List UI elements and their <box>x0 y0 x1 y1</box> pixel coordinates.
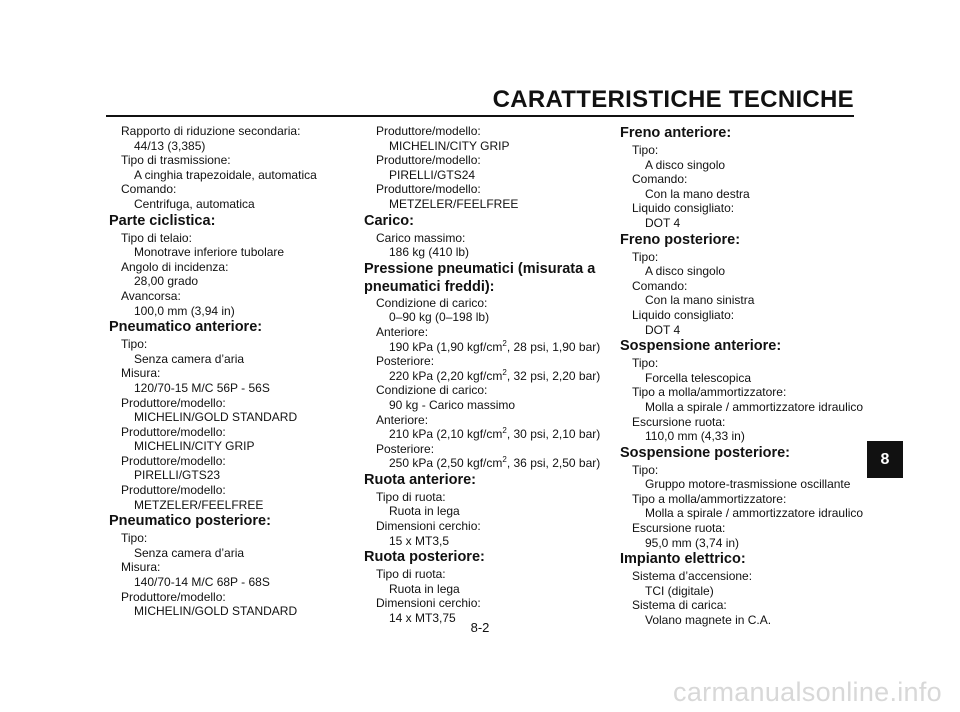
spec-label: Produttore/modello: <box>121 483 226 498</box>
spec-label: Misura: <box>121 366 161 381</box>
spec-label: Avancorsa: <box>121 288 181 303</box>
spec-label: Liquido consigliato: <box>632 307 735 322</box>
spec-label: Sistema d’accensione: <box>632 569 753 584</box>
spec-value: MICHELIN/GOLD STANDARD <box>134 604 298 619</box>
spec-value: A cinghia trapezoidale, automatica <box>134 167 317 182</box>
section-heading-sospensione-posteriore: Sospensione posteriore: <box>620 444 791 461</box>
spec-column-2 <box>364 124 614 626</box>
spec-label: Produttore/modello: <box>121 589 226 604</box>
spec-value: A disco singolo <box>645 157 726 172</box>
spec-label: Posteriore: <box>376 354 435 369</box>
spec-label: Produttore/modello: <box>376 124 481 138</box>
spec-value: 15 x MT3,5 <box>389 533 450 548</box>
spec-value: 90 kg - Carico massimo <box>389 397 516 412</box>
spec-label: Tipo: <box>121 337 148 352</box>
spec-value: PIRELLI/GTS23 <box>134 468 221 483</box>
spec-value: Forcella telescopica <box>645 370 752 385</box>
spec-label: Condizione di carico: <box>376 295 488 310</box>
section-heading-pressione-line-1: Pressione pneumatici (misurata a <box>364 260 596 277</box>
page-number: 8-2 <box>470 620 490 635</box>
spec-value: Volano magnete in C.A. <box>645 613 772 628</box>
section-heading-freno-anteriore: Freno anteriore: <box>620 125 732 141</box>
spec-value: 186 kg (410 lb) <box>389 245 470 260</box>
section-heading-impianto-elettrico: Impianto elettrico: <box>620 551 746 568</box>
section-heading-sospensione-anteriore: Sospensione anteriore: <box>620 338 782 355</box>
spec-label: Tipo di telaio: <box>121 230 192 245</box>
spec-label: Anteriore: <box>376 412 429 427</box>
spec-label: Tipo: <box>632 143 659 157</box>
spec-value: 95,0 mm (3,74 in) <box>645 535 740 550</box>
section-heading-ruota-anteriore: Ruota anteriore: <box>364 471 476 488</box>
spec-value: 14 x MT3,75 <box>389 611 456 626</box>
section-heading-pneumatico-posteriore: Pneumatico posteriore: <box>109 513 271 530</box>
page-title: CARATTERISTICHE TECNICHE <box>492 86 854 113</box>
spec-value: Ruota in lega <box>389 504 460 519</box>
spec-label: Rapporto di riduzione secondaria: <box>121 124 301 138</box>
spec-label: Dimensioni cerchio: <box>376 596 481 611</box>
spec-label: Misura: <box>121 560 161 575</box>
spec-value: 110,0 mm (4,33 in) <box>645 429 745 444</box>
spec-value: Con la mano sinistra <box>645 293 755 308</box>
spec-label: Dimensioni cerchio: <box>376 519 481 534</box>
section-heading-pressione-line-2: pneumatici freddi): <box>364 278 495 295</box>
spec-value: Molla a spirale / ammortizzatore idraulico <box>645 506 864 521</box>
spec-value: 140/70-14 M/C 68P - 68S <box>134 575 270 590</box>
spec-value: 0–90 kg (0–198 lb) <box>389 310 490 325</box>
spec-label: Comando: <box>632 172 688 187</box>
spec-label: Condizione di carico: <box>376 383 488 398</box>
spec-label: Angolo di incidenza: <box>121 259 229 274</box>
spec-value: Monotrave inferiore tubolare <box>134 245 285 260</box>
chapter-tab: 8 <box>867 441 903 478</box>
spec-value: METZELER/FEELFREE <box>389 196 519 211</box>
spec-label: Posteriore: <box>376 441 435 456</box>
spec-label: Tipo di ruota: <box>376 567 446 582</box>
spec-label: Escursione ruota: <box>632 521 726 536</box>
spec-value: Gruppo motore-trasmissione oscillante <box>645 477 851 492</box>
spec-value-pressure: 250 kPa (2,50 kgf/$cm^2$, 36 psi, 2,50 bar) <box>389 455 601 471</box>
watermark: carmanualsonline.info <box>673 677 942 707</box>
spec-value: MICHELIN/CITY GRIP <box>134 439 255 454</box>
spec-label: Tipo a molla/ammortizzatore: <box>632 385 787 400</box>
spec-value: PIRELLI/GTS24 <box>389 167 476 182</box>
spec-label: Produttore/modello: <box>121 453 226 468</box>
spec-value: 100,0 mm (3,94 in) <box>134 303 235 318</box>
spec-value: MICHELIN/CITY GRIP <box>389 138 510 153</box>
spec-label: Carico massimo: <box>376 230 466 245</box>
spec-value: MICHELIN/GOLD STANDARD <box>134 410 298 425</box>
section-heading-ruota-posteriore: Ruota posteriore: <box>364 549 485 566</box>
spec-label: Tipo: <box>632 356 659 371</box>
spec-value: TCI (digitale) <box>645 583 714 598</box>
spec-value: 28,00 grado <box>134 274 199 289</box>
spec-value: 44/13 (3,385) <box>134 138 206 153</box>
spec-value: A disco singolo <box>645 264 726 279</box>
spec-value: 120/70-15 M/C 56P - 56S <box>134 380 270 395</box>
spec-value: Centrifuga, automatica <box>134 196 255 211</box>
spec-value: Con la mano destra <box>645 186 750 201</box>
spec-label: Produttore/modello: <box>121 424 226 439</box>
spec-label: Produttore/modello: <box>376 153 481 168</box>
section-heading-pneumatico-anteriore: Pneumatico anteriore: <box>109 319 263 336</box>
spec-value: Molla a spirale / ammortizzatore idraulico <box>645 399 864 414</box>
spec-label: Tipo di ruota: <box>376 489 446 504</box>
spec-value: Senza camera d’aria <box>134 545 245 560</box>
spec-label: Tipo a molla/ammortizzatore: <box>632 491 787 506</box>
spec-label: Sistema di carica: <box>632 598 727 613</box>
spec-column-3 <box>620 124 870 628</box>
spec-value: DOT 4 <box>645 215 681 230</box>
spec-value-pressure: 210 kPa (2,10 kgf/$cm^2$, 30 psi, 2,10 bar) <box>389 426 601 442</box>
header-rule <box>106 115 854 117</box>
spec-label: Anteriore: <box>376 324 429 339</box>
spec-label: Tipo: <box>121 531 148 546</box>
spec-value-pressure: 220 kPa (2,20 kgf/$cm^2$, 32 psi, 2,20 bar) <box>389 367 601 383</box>
spec-value: Senza camera d’aria <box>134 351 245 366</box>
spec-value: DOT 4 <box>645 322 681 337</box>
spec-label: Comando: <box>121 182 177 197</box>
spec-label: Liquido consigliato: <box>632 201 735 216</box>
spec-value: Ruota in lega <box>389 581 460 596</box>
spec-label: Tipo di trasmissione: <box>121 153 231 168</box>
section-heading-carico: Carico: <box>364 212 414 229</box>
spec-label: Tipo: <box>632 249 659 264</box>
spec-label: Produttore/modello: <box>376 182 481 197</box>
spec-label: Tipo: <box>632 462 659 477</box>
spec-label: Produttore/modello: <box>121 395 226 410</box>
section-heading-parte-ciclistica: Parte ciclistica: <box>109 212 216 229</box>
section-heading-freno-posteriore: Freno posteriore: <box>620 231 741 248</box>
spec-value-pressure: 190 kPa (1,90 kgf/$cm^2$, 28 psi, 1,90 bar) <box>389 338 601 354</box>
spec-value: METZELER/FEELFREE <box>134 497 264 512</box>
spec-column-1 <box>109 124 349 619</box>
spec-label: Escursione ruota: <box>632 414 726 429</box>
spec-label: Comando: <box>632 278 688 293</box>
